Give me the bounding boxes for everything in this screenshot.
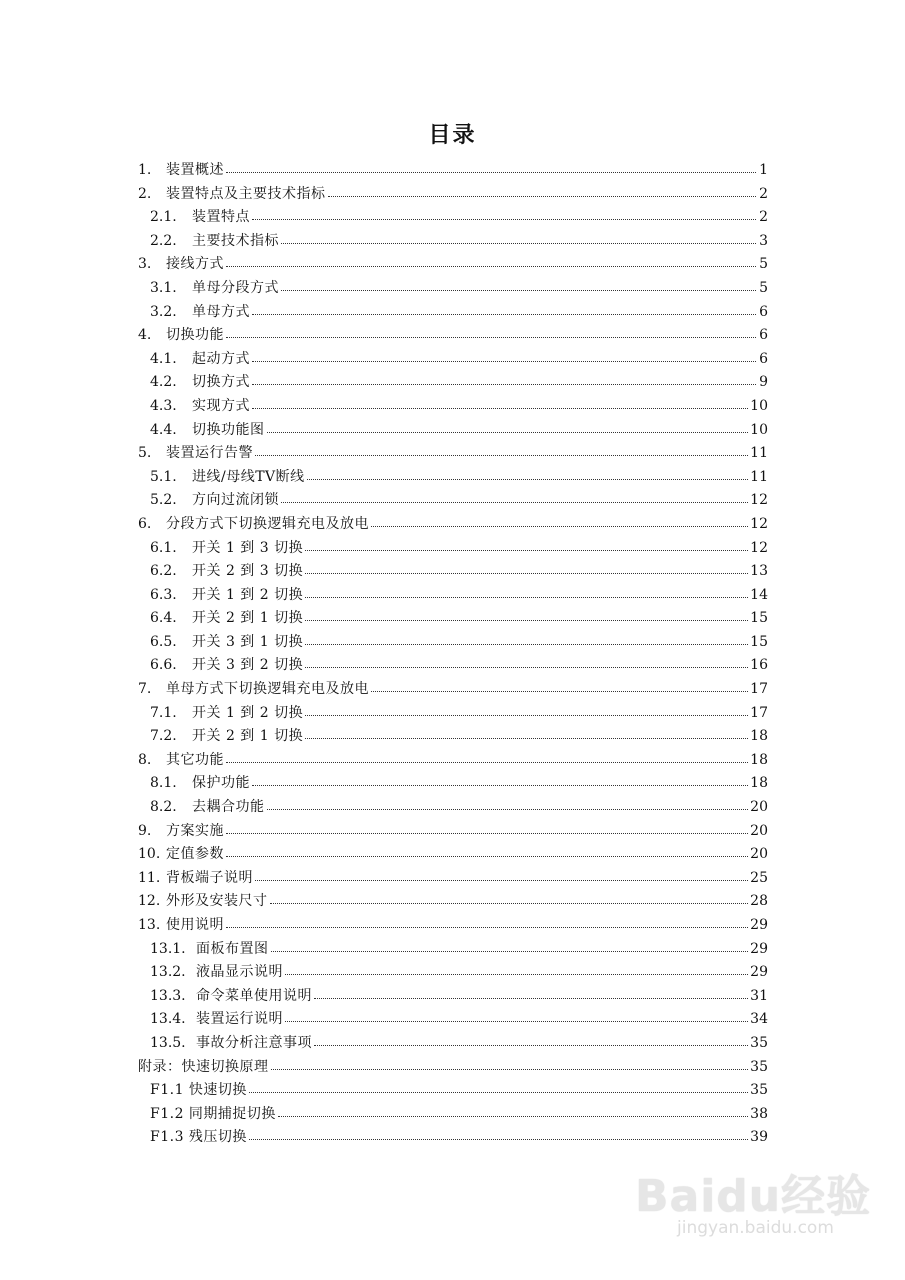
toc-entry-number: 4.1. (150, 350, 177, 367)
toc-entry-label: 方案实施 (166, 822, 224, 839)
toc-entry-page: 20 (750, 846, 768, 863)
toc-entry[interactable] (138, 230, 768, 254)
toc-leader-dots (226, 160, 756, 174)
toc-leader-dots (226, 915, 748, 929)
toc-entry[interactable] (138, 843, 768, 867)
toc-entry-number: 3. (138, 256, 152, 273)
toc-entry[interactable] (138, 1008, 768, 1032)
toc-entry-number: 13.3. (150, 987, 186, 1004)
toc-leader-dots (252, 349, 756, 363)
toc-entry-page: 39 (750, 1129, 768, 1146)
toc-entry-number: 7. (138, 681, 152, 698)
toc-leader-dots (285, 1009, 748, 1023)
toc-entry[interactable] (138, 654, 768, 678)
toc-entry-number: 13.5. (150, 1034, 186, 1051)
toc-entry-label: 开关 3 到 2 切换 (192, 657, 304, 674)
toc-entry-page: 6 (759, 327, 768, 344)
toc-leader-dots (255, 868, 748, 882)
toc-entry-label: 开关 2 到 1 切换 (192, 728, 304, 745)
toc-entry-page: 20 (750, 822, 768, 839)
toc-entry[interactable] (138, 796, 768, 820)
toc-entry-label: 起动方式 (192, 350, 250, 367)
toc-entry-number: 7.2. (150, 728, 177, 745)
toc-entry[interactable] (138, 348, 768, 372)
toc-leader-dots (314, 986, 748, 1000)
toc-entry[interactable] (138, 395, 768, 419)
toc-entry-page: 28 (750, 893, 768, 910)
toc-entry[interactable] (138, 537, 768, 561)
toc-entry-number: 6.1. (150, 539, 177, 556)
toc-entry-page: 15 (750, 610, 768, 627)
toc-entry[interactable] (138, 867, 768, 891)
toc-entry-label: 方向过流闭锁 (192, 492, 279, 509)
toc-entry-label: 其它功能 (166, 751, 224, 768)
toc-entry-number: 6.4. (150, 610, 177, 627)
toc-entry-label: F1.3 残压切换 (150, 1129, 247, 1146)
toc-entry-page: 16 (750, 657, 768, 674)
toc-entry[interactable] (138, 466, 768, 490)
toc-entry-number: 12. (138, 893, 161, 910)
toc-leader-dots (305, 655, 748, 669)
toc-entry-label: 单母方式 (192, 303, 250, 320)
toc-entry-number: 3.2. (150, 303, 177, 320)
toc-entry-page: 35 (750, 1034, 768, 1051)
toc-leader-dots (285, 962, 748, 976)
toc-leader-dots (281, 231, 756, 245)
toc-entry[interactable] (138, 371, 768, 395)
toc-entry-page: 10 (750, 421, 768, 438)
toc-entry-label: 单母方式下切换逻辑充电及放电 (166, 681, 369, 698)
toc-leader-dots (314, 1033, 748, 1047)
toc-entry-page: 25 (750, 869, 768, 886)
toc-entry[interactable] (138, 1079, 768, 1103)
toc-entry[interactable] (138, 820, 768, 844)
toc-leader-dots (226, 821, 748, 835)
toc-entry-page: 2 (759, 209, 768, 226)
toc-entry-number: 5. (138, 445, 152, 462)
toc-leader-dots (271, 939, 749, 953)
toc-entry-number: 1. (138, 162, 152, 178)
toc-entry-label: 开关 1 到 2 切换 (192, 704, 304, 721)
toc-entry-page: 35 (750, 1082, 768, 1099)
toc-entry[interactable] (138, 324, 768, 348)
toc-leader-dots (371, 679, 748, 693)
toc-entry-page: 12 (750, 539, 768, 556)
toc-entry[interactable] (138, 1056, 768, 1080)
toc-entry-page: 5 (759, 256, 768, 273)
toc-entry-label: 接线方式 (166, 256, 224, 273)
toc-leader-dots (305, 538, 748, 552)
toc-leader-dots (252, 302, 756, 316)
toc-entry-number: 6.2. (150, 563, 177, 580)
toc-entry-page: 17 (750, 681, 768, 698)
toc-entry-number: 13. (138, 917, 161, 933)
toc-entry-number: 6.5. (150, 633, 177, 650)
toc-entry-label: 开关 1 到 3 切换 (192, 539, 304, 556)
toc-entry[interactable] (138, 890, 768, 914)
toc-entry-label: 装置运行告警 (166, 445, 253, 462)
toc-entry-page: 31 (750, 987, 768, 1004)
toc-entry-number: 2.1. (150, 209, 177, 226)
toc-entry[interactable] (138, 938, 768, 962)
toc-entry-page: 15 (750, 633, 768, 650)
toc-entry-number: 6.6. (150, 657, 177, 674)
toc-entry-page: 29 (750, 964, 768, 981)
toc-entry-page: 12 (750, 492, 768, 509)
toc-entry[interactable] (138, 419, 768, 443)
toc-entry[interactable] (138, 914, 768, 938)
toc-entry-label: 液晶显示说明 (196, 964, 283, 981)
toc-entry-label: 开关 2 到 3 切换 (192, 563, 304, 580)
toc-leader-dots (270, 891, 749, 905)
toc-entry-label: 定值参数 (166, 846, 224, 863)
watermark (635, 1140, 895, 1250)
toc-entry-page: 29 (750, 940, 768, 957)
toc-leader-dots (305, 632, 748, 646)
toc-entry[interactable] (138, 206, 768, 230)
toc-entry-label: 装置概述 (166, 162, 224, 178)
toc-entry-page: 14 (750, 586, 768, 603)
toc-leader-dots (305, 561, 748, 575)
toc-entry[interactable] (138, 183, 768, 207)
toc-entry-page: 18 (750, 775, 768, 792)
toc-entry-page: 35 (750, 1058, 768, 1075)
toc-entry-page: 6 (759, 303, 768, 320)
toc-leader-dots (255, 443, 748, 457)
toc-leader-dots (328, 184, 757, 198)
toc-entry-page: 11 (750, 468, 768, 485)
toc-leader-dots (305, 726, 748, 740)
toc-entry-number: 11. (138, 869, 161, 886)
toc-entry-label: 装置运行说明 (196, 1011, 283, 1028)
toc-entry-label: 背板端子说明 (166, 869, 253, 886)
toc-entry-label: 实现方式 (192, 397, 250, 414)
toc-entry[interactable] (138, 277, 768, 301)
toc-leader-dots (271, 1057, 749, 1071)
toc-entry-page: 13 (750, 563, 768, 580)
toc-entry-label: 面板布置图 (196, 940, 269, 957)
toc-entry-page: 11 (750, 445, 768, 462)
toc-entry[interactable] (138, 725, 768, 749)
toc-leader-dots (226, 254, 756, 268)
toc-entry[interactable] (138, 631, 768, 655)
toc-entry-page: 17 (750, 704, 768, 721)
toc-entry-number: 4.4. (150, 421, 177, 438)
toc-leader-dots (252, 396, 748, 410)
toc-entry[interactable] (138, 607, 768, 631)
toc-entry-label: 保护功能 (192, 775, 250, 792)
toc-entry-page: 29 (750, 917, 768, 933)
toc-entry[interactable] (138, 513, 768, 537)
toc-leader-dots (267, 797, 749, 811)
page-title: 目录 (428, 123, 477, 148)
toc-entry-page: 18 (750, 751, 768, 768)
toc-entry[interactable] (138, 253, 768, 277)
toc-entry-label: 主要技术指标 (192, 232, 279, 249)
toc-entry[interactable] (138, 489, 768, 513)
toc-leader-dots (267, 420, 749, 434)
toc-entry-label: 进线/母线TV断线 (192, 468, 305, 485)
toc-entry-page: 6 (759, 350, 768, 367)
toc-leader-dots (305, 703, 748, 717)
toc-leader-dots (281, 278, 756, 292)
toc-entry[interactable] (138, 159, 768, 183)
toc-entry-number: 13.2. (150, 964, 186, 981)
toc-entry-number: 13.1. (150, 940, 186, 957)
toc-entry-label: 分段方式下切换逻辑充电及放电 (166, 515, 369, 532)
toc-entry-label: 装置特点 (192, 209, 250, 226)
toc-entry-page: 2 (759, 185, 768, 202)
table-of-contents (138, 159, 768, 1150)
toc-leader-dots (371, 514, 748, 528)
toc-entry-label: 使用说明 (166, 917, 224, 933)
toc-leader-dots (307, 467, 749, 481)
toc-entry[interactable] (138, 985, 768, 1009)
toc-entry-label: 去耦合功能 (192, 799, 265, 816)
toc-entry-label: 命令菜单使用说明 (196, 987, 312, 1004)
toc-leader-dots (252, 773, 748, 787)
toc-entry-label: 附录：快速切换原理 (138, 1058, 269, 1075)
toc-entry[interactable] (138, 560, 768, 584)
toc-entry-number: 2. (138, 185, 152, 202)
toc-leader-dots (252, 372, 756, 386)
toc-leader-dots (226, 325, 756, 339)
toc-entry-number: 6.3. (150, 586, 177, 603)
toc-leader-dots (249, 1080, 748, 1094)
toc-entry-label: 开关 3 到 1 切换 (192, 633, 304, 650)
watermark-logo: Baidu经验 (635, 1171, 872, 1222)
toc-entry[interactable] (138, 301, 768, 325)
toc-entry-number: 8.1. (150, 775, 177, 792)
toc-entry-number: 7.1. (150, 704, 177, 721)
toc-entry-page: 38 (750, 1105, 768, 1122)
toc-entry-page: 20 (750, 799, 768, 816)
toc-entry[interactable] (138, 1032, 768, 1056)
toc-entry-page: 12 (750, 515, 768, 532)
toc-entry-page: 10 (750, 397, 768, 414)
toc-entry-label: 单母分段方式 (192, 279, 279, 296)
toc-entry-number: 6. (138, 515, 152, 532)
toc-entry-label: 切换功能 (166, 327, 224, 344)
toc-entry-number: 8. (138, 751, 152, 768)
toc-entry[interactable] (138, 749, 768, 773)
toc-entry-number: 3.1. (150, 279, 177, 296)
toc-entry-label: F1.2 同期捕捉切换 (150, 1105, 276, 1122)
toc-entry-number: 5.2. (150, 492, 177, 509)
toc-entry[interactable] (138, 584, 768, 608)
toc-entry-number: 10. (138, 846, 161, 863)
toc-entry-label: 装置特点及主要技术指标 (166, 185, 326, 202)
toc-entry-number: 8.2. (150, 799, 177, 816)
watermark-url: jingyan.baidu.com (677, 1218, 834, 1238)
toc-entry[interactable] (138, 702, 768, 726)
toc-entry-label: 切换方式 (192, 374, 250, 391)
toc-leader-dots (252, 207, 756, 221)
toc-leader-dots (305, 608, 748, 622)
toc-entry-label: F1.1 快速切换 (150, 1082, 247, 1099)
toc-entry-number: 2.2. (150, 232, 177, 249)
toc-entry[interactable] (138, 772, 768, 796)
toc-entry-page: 34 (750, 1011, 768, 1028)
toc-leader-dots (226, 750, 748, 764)
toc-entry-number: 9. (138, 822, 152, 839)
toc-entry-label: 开关 2 到 1 切换 (192, 610, 304, 627)
toc-leader-dots (278, 1104, 748, 1118)
toc-entry[interactable] (138, 442, 768, 466)
toc-entry-number: 13.4. (150, 1011, 186, 1028)
toc-entry-label: 外形及安装尺寸 (166, 893, 268, 910)
toc-entry-page: 3 (759, 232, 768, 249)
toc-entry-page: 9 (759, 374, 768, 391)
toc-entry-page: 5 (759, 279, 768, 296)
toc-leader-dots (281, 490, 748, 504)
toc-leader-dots (305, 585, 748, 599)
toc-leader-dots (226, 844, 748, 858)
toc-entry-number: 5.1. (150, 468, 177, 485)
toc-entry-page: 18 (750, 728, 768, 745)
toc-entry[interactable] (138, 1103, 768, 1127)
toc-entry[interactable] (138, 961, 768, 985)
toc-entry-label: 切换功能图 (192, 421, 265, 438)
toc-entry-label: 事故分析注意事项 (196, 1034, 312, 1051)
toc-entry-number: 4.2. (150, 374, 177, 391)
toc-entry-page: 1 (759, 162, 768, 178)
toc-entry[interactable] (138, 678, 768, 702)
toc-entry-number: 4.3. (150, 397, 177, 414)
toc-entry-label: 开关 1 到 2 切换 (192, 586, 304, 603)
toc-entry-number: 4. (138, 327, 152, 344)
